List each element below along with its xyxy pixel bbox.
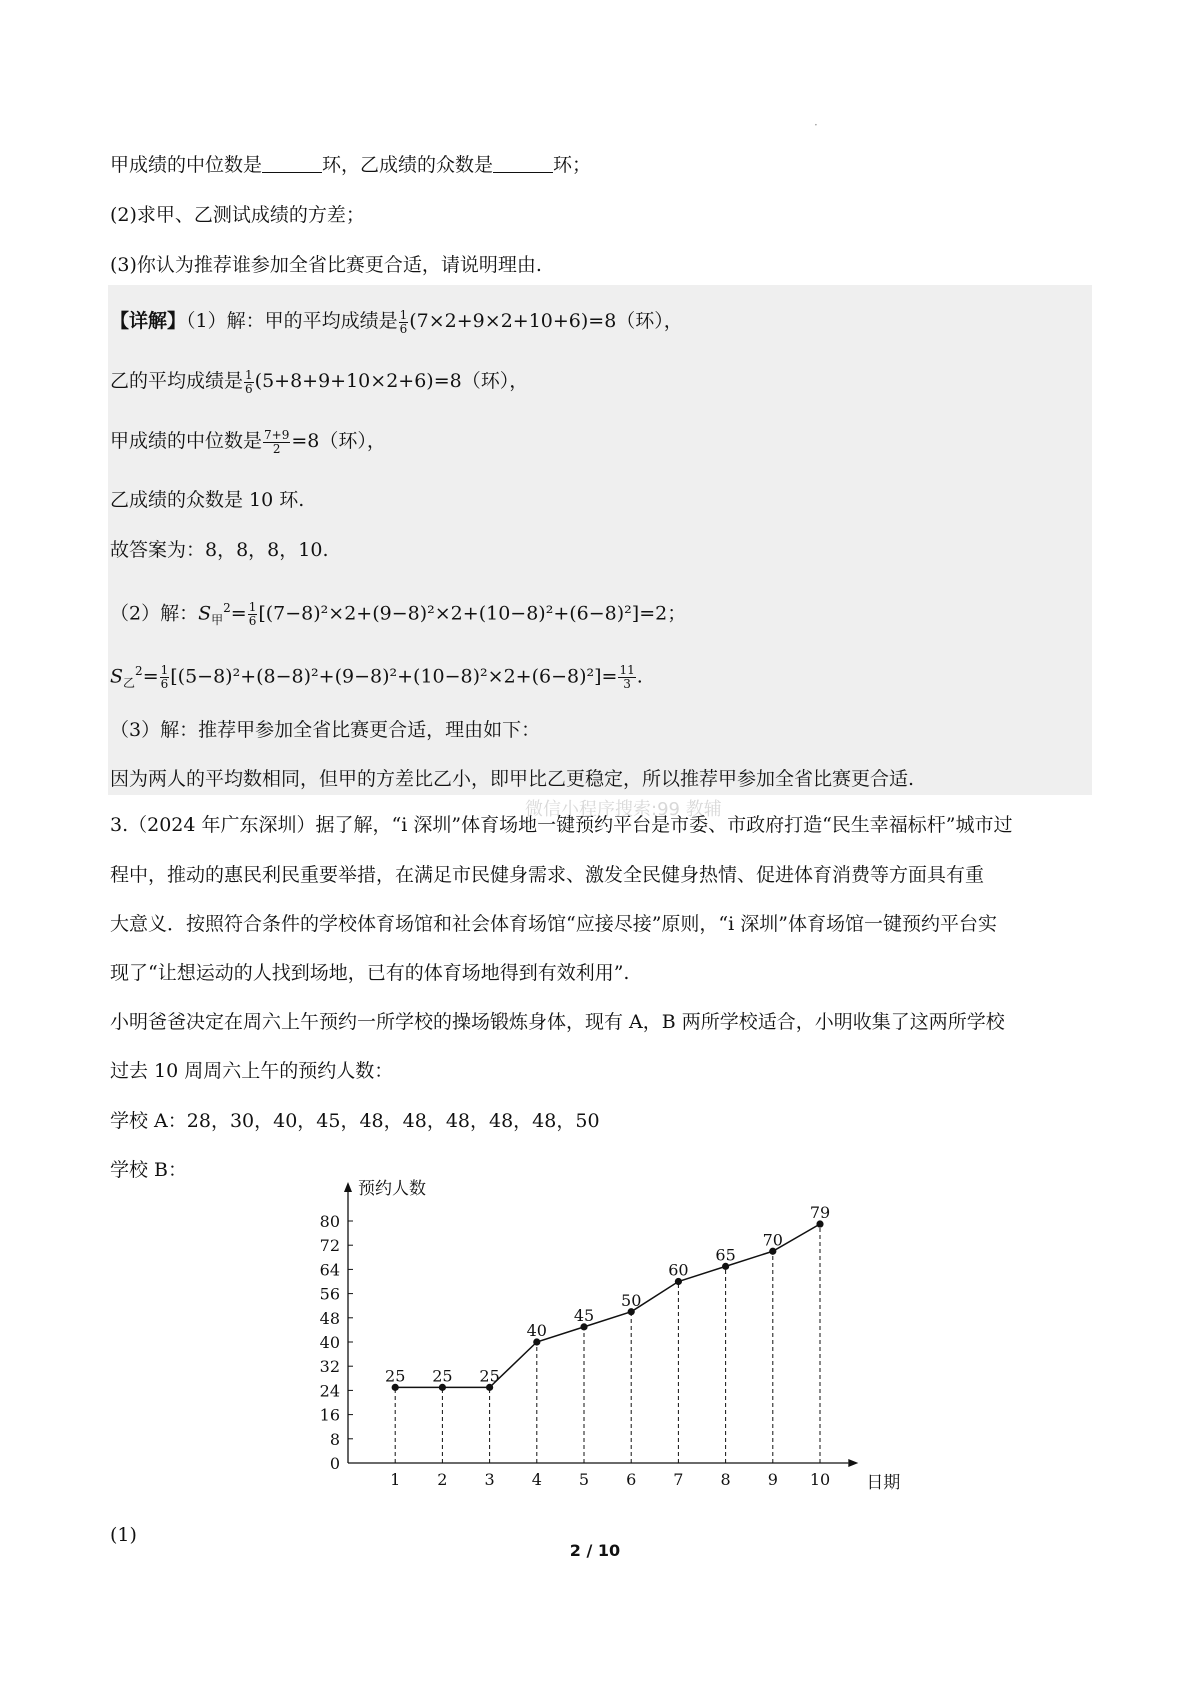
y-tick-label: 8 (329, 1429, 340, 1449)
y-tick-label: 0 (329, 1454, 340, 1473)
detail-label: 【详解】 (110, 310, 187, 332)
solution-line-5: 故答案为：8，8，8，10. (110, 539, 329, 561)
text: [(5−8)²+(8−8)²+(9−8)²+(10−8)²×2+(6−8)²]= (170, 665, 618, 688)
text: [(7−8)²×2+(9−8)²×2+(10−8)²+(6−8)²]=2； (258, 602, 687, 625)
problem3-line-7: 学校 A：28，30，40，45，48，48，48，48，48，50 (110, 1110, 600, 1132)
answer-blank-2 (493, 154, 553, 173)
y-tick-label: 48 (319, 1308, 340, 1328)
denominator: 6 (245, 381, 253, 396)
problem3-part-1: (1) (110, 1524, 137, 1546)
solution-line-8: （3）解：推荐甲参加全省比赛更合适，理由如下： (110, 719, 541, 741)
fraction-one-sixth (399, 309, 409, 336)
variance-symbol: S (110, 665, 124, 688)
question-3: (3)你认为推荐谁参加全省比赛更合适，请说明理由. (110, 254, 542, 276)
solution-line-2 (110, 368, 528, 396)
numerator: 7+9 (264, 427, 290, 442)
solution-line-6 (110, 595, 686, 633)
data-label: 65 (715, 1245, 736, 1265)
data-label: 50 (621, 1290, 642, 1310)
y-tick-label: 16 (319, 1405, 340, 1425)
fraction-one-sixth (244, 369, 254, 396)
problem3-line-8: 学校 B： (110, 1159, 188, 1181)
series-line (395, 1224, 820, 1387)
fraction-one-sixth (248, 601, 258, 628)
question-2: (2)求甲、乙测试成绩的方差； (110, 204, 365, 226)
text: （2）解： (110, 602, 199, 625)
y-axis-title: 预约人数 (358, 1179, 426, 1199)
solution-line-1 (110, 308, 683, 336)
x-tick-label: 7 (673, 1470, 684, 1489)
data-label: 40 (526, 1321, 547, 1340)
x-tick-label: 4 (531, 1470, 542, 1489)
x-tick-label: 2 (437, 1470, 448, 1489)
data-label: 25 (479, 1366, 500, 1386)
x-tick-label: 9 (767, 1470, 778, 1489)
text: = (230, 602, 247, 625)
y-tick-label: 32 (319, 1357, 340, 1377)
data-label: 45 (573, 1305, 595, 1325)
superscript: 2 (135, 664, 143, 678)
x-tick-label: 6 (626, 1470, 637, 1489)
school-b-line-chart (300, 1179, 901, 1500)
fraction-seven-plus-nine-over-two (263, 429, 290, 456)
numerator: 1 (399, 307, 408, 322)
solution-line-4: 乙成绩的众数是 10 环. (110, 489, 305, 511)
x-axis-title: 日期 (866, 1473, 901, 1493)
text: . (636, 665, 643, 688)
denominator: 2 (272, 441, 281, 456)
solution-line-9: 因为两人的平均数相同，但甲的方差比乙小，即甲比乙更稳定，所以推荐甲参加全省比赛更合适. (110, 768, 915, 790)
denominator: 3 (623, 676, 631, 691)
data-label: 25 (432, 1366, 453, 1386)
x-tick-label: 8 (720, 1470, 731, 1489)
text-unit: 环； (553, 154, 592, 176)
text: (7×2+9×2+10+6)=8（环）， (409, 310, 683, 332)
text: （1）解：甲的平均成绩是 (186, 310, 398, 332)
text-median-label: 甲成绩的中位数是 (110, 154, 263, 176)
solution-line-7 (110, 658, 643, 696)
numerator: 11 (619, 662, 635, 677)
solution-line-3 (110, 428, 386, 456)
watermark: 微信小程序搜索:99 教辅 (525, 799, 722, 820)
x-tick-label: 1 (390, 1470, 401, 1489)
numerator: 1 (245, 367, 253, 382)
data-label: 70 (762, 1230, 783, 1250)
problem3-line-6: 过去 10 周周六上午的预约人数： (110, 1060, 394, 1082)
x-axis-arrow (848, 1459, 858, 1467)
fraction-eleven-thirds (618, 664, 635, 691)
answer-blank-1 (262, 154, 322, 173)
text: 甲成绩的中位数是 (110, 430, 263, 452)
problem3-line-4: 现了“让想运动的人找到场地，已有的体育场地得到有效利用”. (110, 962, 630, 984)
text: (5+8+9+10×2+6)=8（环）， (254, 370, 529, 392)
subscript: 甲 (211, 613, 224, 628)
y-tick-label: 24 (319, 1381, 340, 1401)
x-tick-label: 3 (484, 1470, 495, 1489)
text-mode-label: 环，乙成绩的众数是 (322, 154, 494, 176)
x-tick-label: 5 (578, 1470, 590, 1489)
problem3-line-1: 3.（2024 年广东深圳）据了解，“i 深圳”体育场地一键预约平台是市委、市政府打造“民生幸福标杆”城市过 (110, 814, 1013, 836)
denominator: 6 (248, 613, 257, 628)
question-1-line (110, 152, 591, 178)
variance-symbol: S (198, 602, 212, 625)
denominator: 6 (160, 676, 169, 691)
text: 乙的平均成绩是 (110, 370, 244, 392)
data-label: 25 (385, 1366, 406, 1386)
fraction-one-sixth (160, 664, 170, 691)
text: = (142, 665, 159, 688)
superscript: 2 (223, 601, 231, 615)
y-axis-arrow (344, 1182, 352, 1192)
stray-mark: · (814, 118, 818, 132)
y-tick-label: 56 (319, 1284, 340, 1304)
problem3-line-2: 程中，推动的惠民利民重要举措，在满足市民健身需求、激发全民健身热情、促进体育消费等方面具有重 (110, 864, 985, 886)
y-tick-label: 64 (319, 1260, 340, 1280)
data-label: 60 (668, 1260, 689, 1280)
x-tick-label: 10 (809, 1470, 831, 1489)
y-tick-label: 40 (319, 1333, 340, 1352)
data-label: 79 (809, 1203, 831, 1223)
problem3-line-5: 小明爸爸决定在周六上午预约一所学校的操场锻炼身体，现有 A，B 两所学校适合，小明收集了这两所学校 (110, 1011, 1005, 1033)
page-number: 2 / 10 (569, 1541, 621, 1560)
numerator: 1 (160, 662, 169, 677)
problem3-line-3: 大意义．按照符合条件的学校体育场馆和社会体育场馆“应接尽接”原则，“i 深圳”体育场馆一键预约平台实 (110, 913, 997, 935)
denominator: 6 (399, 321, 408, 336)
y-tick-label: 80 (319, 1212, 340, 1231)
text: =8（环）， (291, 430, 386, 452)
subscript: 乙 (123, 676, 136, 691)
numerator: 1 (248, 599, 257, 614)
y-tick-label: 72 (319, 1236, 340, 1256)
